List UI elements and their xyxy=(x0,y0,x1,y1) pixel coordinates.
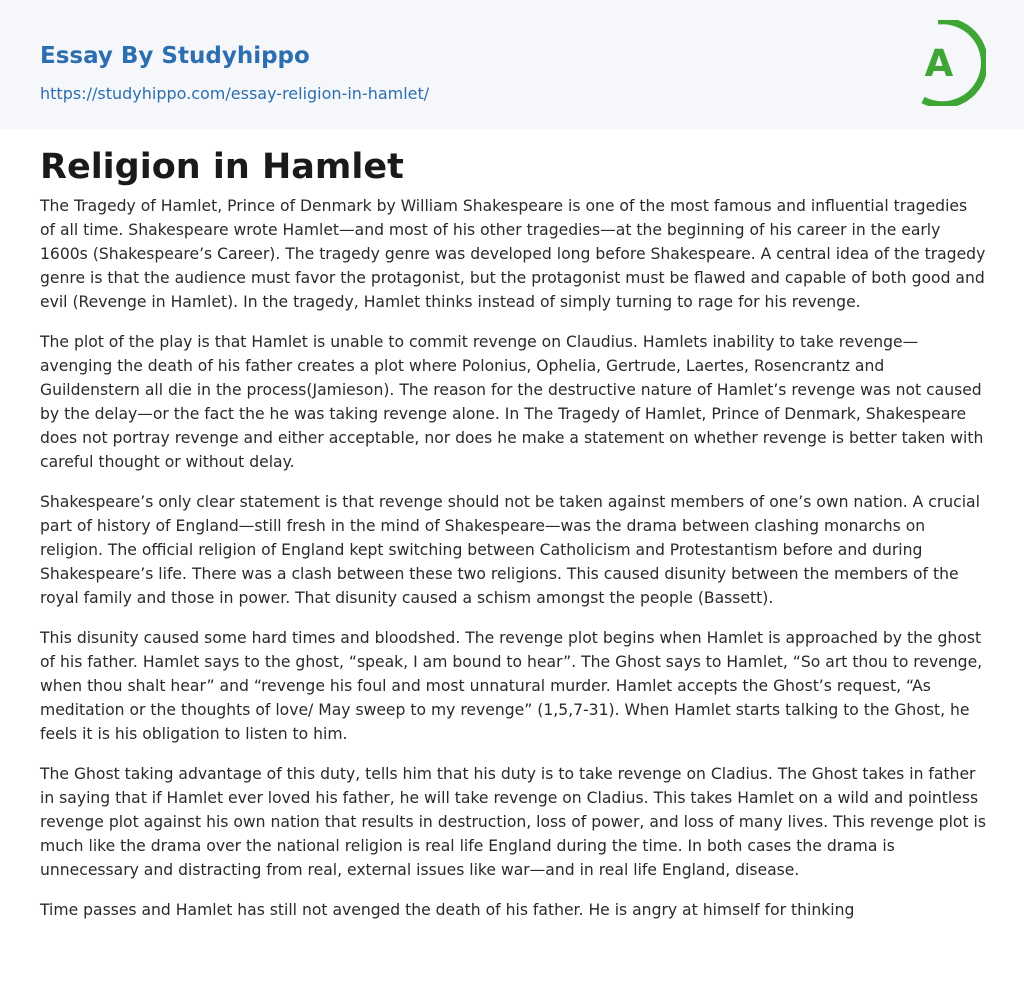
article xyxy=(40,144,986,938)
logo-letter: A xyxy=(924,42,954,85)
essay-url-link[interactable]: https://studyhippo.com/essay-religion-in-hamlet/ xyxy=(40,84,430,103)
site-header xyxy=(0,0,1024,129)
article-paragraph: The Tragedy of Hamlet, Prince of Denmark by William Shakespeare is one of the most famous and influential tragedies of all time. Shakespeare wrote Hamlet—and most of his other tragedies—at the beginning of his career in the early 1600s (Shakespeare’s Career). The tragedy genre was developed long before Shakespeare. A central idea of the tragedy genre is that the audience must favor the protagonist, but the protagonist must be flawed and capable of both good and evil (Revenge in Hamlet). In the tragedy, Hamlet thinks instead of simply turning to rage for his revenge. xyxy=(40,197,986,311)
article-paragraph: This disunity caused some hard times and bloodshed. The revenge plot begins when Hamlet is approached by the ghost of his father. Hamlet says to the ghost, “speak, I am bound to hear”. The Ghost says to Hamlet, “So art thou to revenge, when thou shalt hear” and “revenge his foul and most unnatural murder. Hamlet accepts the Ghost’s request, “As meditation or the thoughts of love/ May sweep to my revenge” (1,5,7-31). When Hamlet starts talking to the Ghost, he feels it is his obligation to listen to him. xyxy=(40,629,983,743)
article-title: Religion in Hamlet xyxy=(40,147,404,187)
article-paragraph: The plot of the play is that Hamlet is unable to commit revenge on Claudius. Hamlets inability to take revenge—avenging the death of his father creates a plot where Polonius, Ophelia, Gertrude, Laertes, Rosencrantz and Guildenstern all die in the process(Jamieson). The reason for the destructive nature of Hamlet’s revenge was not caused by the delay—or the fact the he was taking revenge alone. In The Tragedy of Hamlet, Prince of Denmark, Shakespeare does not portray revenge and either acceptable, nor does he make a statement on whether revenge is better taken with careful thought or without delay. xyxy=(40,333,984,471)
site-brand[interactable]: Essay By Studyhippo xyxy=(40,43,310,69)
article-paragraph: The Ghost taking advantage of this duty, tells him that his duty is to take revenge on Cladius. The Ghost takes in father in saying that if Hamlet ever loved his father, he will take revenge on Cladius. This takes Hamlet on a wild and pointless revenge plot against his own nation that results in destruction, loss of power, and loss of many lives. This revenge plot is much like the drama over the national religion is real life England during the time. In both cases the drama is unnecessary and distracting from real, external issues like war—and in real life England, disease. xyxy=(40,765,986,879)
article-paragraph: Shakespeare’s only clear statement is that revenge should not be taken against members of one’s own nation. A crucial part of history of England—still fresh in the mind of Shakespeare—was the drama between clashing monarchs on religion. The official religion of England kept switching between Catholicism and Protestantism before and during Shakespeare’s life. There was a clash between these two religions. This caused disunity between the members of the royal family and those in power. That disunity caused a schism amongst the people (Bassett). xyxy=(40,493,980,607)
article-paragraph: Time passes and Hamlet has still not avenged the death of his father. He is angry at himself for thinking xyxy=(40,901,855,919)
studyhippo-logo-icon[interactable] xyxy=(900,20,986,106)
